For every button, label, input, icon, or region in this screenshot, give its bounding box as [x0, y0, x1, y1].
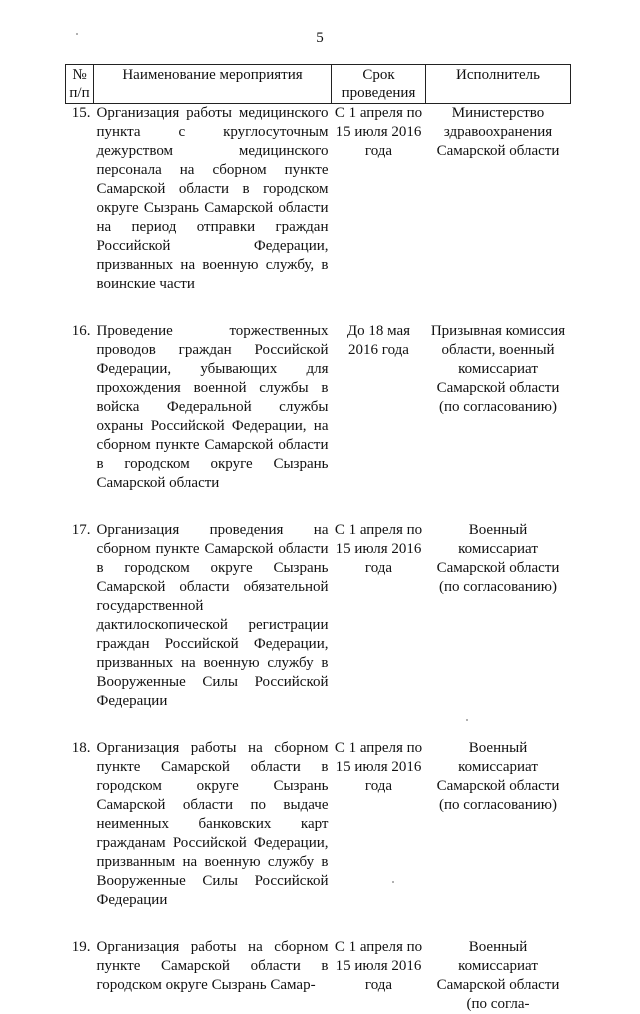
row-executor: Военный комиссариат Самарской области (по согласованию) [436, 740, 560, 813]
events-table [65, 64, 571, 1014]
scan-speck [466, 719, 468, 721]
header-executor: Исполнитель [426, 65, 571, 104]
table-row [66, 322, 571, 493]
row-executor: Призывная комиссия области, военный комиссариат Самарской области (по согласованию) [430, 323, 566, 415]
row-name: Организация работы на сборном пункте Самарской области в городском округе Сызрань Самар- [96, 939, 329, 993]
table-row [66, 739, 571, 910]
header-num: № п/п [66, 65, 94, 104]
row-term: С 1 апреля по 15 июля 2016 года [334, 105, 423, 159]
row-num: 15. [71, 105, 91, 121]
row-name: Проведение торжественных проводов граждан Российской Федерации, убывающих для прохождения военной службы в войска Федеральной службы охраны Российской Федерации, на сборном пункте Самарской области в городском округе Сызрань Самарской области [96, 323, 329, 491]
row-term: С 1 апреля по 15 июля 2016 года [334, 522, 423, 576]
row-num: 18. [71, 740, 91, 756]
row-term: С 1 апреля по 15 июля 2016 года [334, 740, 423, 794]
row-num: 17. [71, 522, 91, 538]
table-row [66, 104, 571, 295]
row-executor: Военный комиссариат Самарской области (по согласованию) [436, 522, 560, 595]
page-number: 5 [316, 30, 324, 46]
row-name: Организация работы на сборном пункте Самарской области в городском округе Сызрань Самарской области по выдаче неименных банковских карт гражданам Российской Федерации, призванным на военную службу в Вооруженные Силы Российской Федерации [96, 740, 329, 908]
row-term: С 1 апреля по 15 июля 2016 года [334, 939, 423, 993]
scan-speck [76, 33, 78, 35]
row-name: Организация проведения на сборном пункте Самарской области в городском округе Сызрань Самарской области обязательной государственной дактилоскопической регистрации граждан Российской Федерации, призванных на военную службу в Вооруженные Силы Российской Федерации [96, 522, 329, 709]
scan-speck [392, 881, 394, 883]
table-row [66, 521, 571, 711]
row-name: Организация работы медицинского пункта с круглосуточным дежурством медицинского персонала на сборном пункте Самарской области в городском округе Сызрань Самарской области на период отправки граждан Российской Федерации, призванных на военную службу, в воинские части [96, 105, 329, 292]
header-term: Срок проведения [332, 65, 426, 104]
row-executor: Министерство здравоохранения Самарской области [436, 105, 560, 159]
table-row [66, 938, 571, 1014]
row-executor: Военный комиссариат Самарской области (по согла- [436, 939, 560, 1012]
row-num: 19. [71, 939, 91, 955]
row-num: 16. [71, 323, 91, 339]
table-header-row [66, 65, 571, 104]
row-term: До 18 мая 2016 года [346, 323, 411, 358]
header-name: Наименование мероприятия [94, 65, 332, 104]
